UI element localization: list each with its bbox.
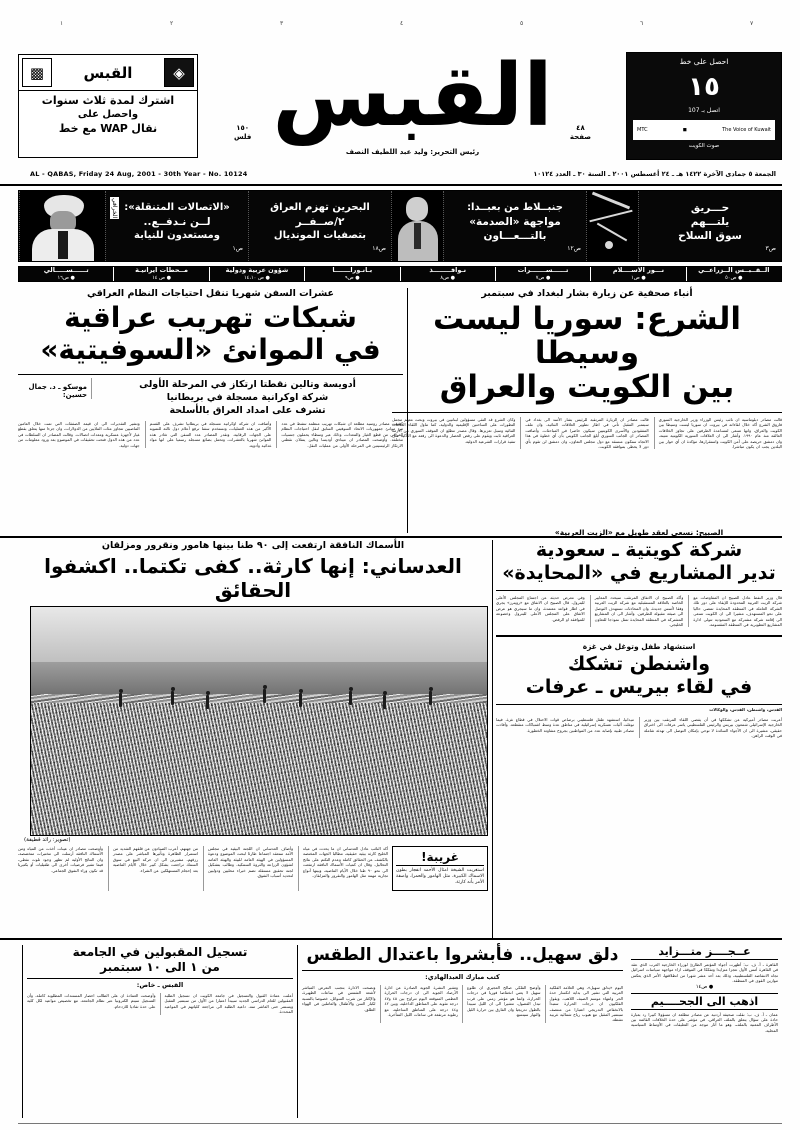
brief-go-to-hell[interactable] bbox=[631, 993, 778, 1034]
price-badge bbox=[234, 124, 251, 142]
fish-headline: العدساني: إنها كارثة.. كفى تكتما.. اكشفوا الحقائق bbox=[44, 554, 462, 602]
top-news-strip bbox=[18, 190, 782, 262]
pages-value: ٤٨ bbox=[576, 124, 585, 132]
official-portrait bbox=[19, 191, 105, 261]
nav-item-entertainment[interactable] bbox=[19, 267, 113, 281]
nav-item-windows[interactable] bbox=[400, 267, 495, 281]
syria-body-col-0: قالت مصادر دبلوماسية ان نائب رئيس الوزراء وزير الخارجية السوري فاروق الشرع أكد خلال لقاءاته في بيروت ان سوريا ليست وسيطا بين الكويت والعراق، وانها تسعى لمساعدة الطرفين على تجاوز الخلافات العالقة منذ عام ١٩٩٠. وأشار الى ان العلاقات السورية الكويتية متينة، وان دمشق حريصة على أمن الكويت واستقرارها، مؤكدة ان أي حوار بين البلدين يجب ان يكون مباشرا. bbox=[654, 417, 782, 449]
nav-page-5: ● ص ١٤،١٠ bbox=[243, 274, 270, 281]
qabas-logo-icon: ◈ bbox=[164, 58, 194, 87]
editor-in-chief: رئيس التحرير: وليد عبد اللطيف النصف bbox=[345, 148, 480, 156]
price-label: فلس bbox=[234, 133, 252, 141]
weather-body-col-2: وتشير النشرة الجوية الصادرة عن ادارة الأرصاد الجوية الى ان درجات الحرارة العظمى المتوقعة اليوم تتراوح بين ٤٥ و٤٧ درجة مئوية على المناطق الداخلية، وبين ٤٢ و٤٤ درجة على المناطق الساحلية، مع رطوبة مرتفعة في ساعات الليل المتأخرة. bbox=[380, 985, 459, 1023]
right-column-divider bbox=[492, 540, 493, 940]
gharib-text: استغربت الشيخة امثال الأحمد انفجار بطون الاسماك الكبيرة، مثل الهامور والحمرا، واصفة الأمر بأنه كارثة. bbox=[396, 868, 484, 886]
washington-rule bbox=[496, 704, 782, 705]
nav-page-2: ● ص٧ bbox=[535, 274, 551, 281]
ad-line-1: اشترك لمدة ثلاث سنوات bbox=[41, 94, 175, 107]
fire-photo bbox=[586, 191, 638, 261]
washington-headline-line2: في لقاء بيريس ـ عرفات bbox=[525, 676, 753, 699]
fish-body-col-3: وأوضحت مصادر ان عينات أخذت من المياه ومن الأسماك النافقة أرسلت الى مختبرات متخصصة، وان النتائج الأولية لم تظهر وجود تلوث نفطي، فيما تشير فرضيات أخرى الى طفيليات أو بكتيريا قد تكون وراء النفوق الجماعي. bbox=[18, 846, 103, 873]
bottom-briefs-column bbox=[627, 945, 782, 1118]
fish-body-col-2: من جهتهم، أعرب الصيادون عن قلقهم الشديد من استمرار الظاهرة وتأثيرها المباشر على مصدر رزقهم، مشيرين الى ان حركة البيع في سوق السمك تراجعت بشكل كبير خلال الأيام الماضية بعد إحجام المستهلكين عن الشراء. bbox=[108, 846, 198, 891]
nav-label-2: تــــــســـــــرات bbox=[517, 265, 569, 274]
strip-jumblatt-line1: جنبــلاط من بعبــدا: bbox=[467, 201, 563, 213]
weather-headline: دلق سهيل.. فأبشروا باعتدال الطقس bbox=[306, 945, 619, 965]
mtc-ad-callto: اتصل بـ 107 bbox=[688, 107, 720, 114]
publication-info-english: AL - QABAS, Friday 24 Aug, 2001 - 30th Year - No. 10124 bbox=[30, 170, 248, 178]
brief-deficit-text: القاهرة ـ أ. ف. ب: أظهرت أجواء المؤتمر الطارئ لوزراء الخارجية العرب الذي عقد في القاهرة أمس الأول عجزا متزايدا وتفككا في الموقف ازاء مواجهة سياسات اسرائيل تجاه الانتفاضة الفلسطينية، وذلك بعد أحد عشر شهرا من انطلاقتها، الأمر الذي يعكس موازين القوى في المنطقة. bbox=[631, 962, 778, 984]
syria-rule bbox=[392, 412, 782, 413]
brief-deficit-title: عــجــــز متـــزايد bbox=[631, 945, 778, 960]
masthead-info-line bbox=[18, 168, 782, 182]
nav-item-panorama[interactable] bbox=[304, 267, 399, 281]
photo-credit: (تصوير: رائد قطيفة) bbox=[24, 837, 71, 843]
strip-telecom-page: ص١ bbox=[232, 244, 243, 252]
nav-label-6: مــحطات ايرانيـة bbox=[135, 265, 189, 274]
neutral-zone-headline-line2: تدير المشاريع في «المحايدة» bbox=[502, 562, 776, 584]
syria-body-col-2: وكان الشرع قد التقى مسؤولين لبنانيين في بيروت وبحث معهم مجمل التطورات على الساحتين الإقليمية والدولية، كما تناول اللقاء العلاقات الثنائية وسبل تعزيزها. وقال مصدر مطلع ان الموقف السوري من الأزمة العراقية ثابت ويقوم على رفض الحصار والدعوة الى رفعه مع التأكيد على تنفيذ قرارات الشرعية الدولية. bbox=[392, 417, 516, 444]
washington-kicker: استشهاد طفل وتوغل في غزة bbox=[582, 642, 696, 652]
bottom-weather-story[interactable] bbox=[297, 945, 627, 1118]
smuggling-headline-line1: شبكات تهريب عراقية bbox=[64, 301, 357, 334]
washington-dateline: القدس، واشنطن، القدس، والوكالات bbox=[709, 707, 782, 713]
mtc-ad-brand: MTC bbox=[637, 127, 648, 133]
fish-kicker: الأسماك النافقة ارتفعت إلى ٩٠ طنا بينها هامور ونقرور ومزلقان bbox=[101, 540, 405, 551]
nav-page-4: ● ص٩ bbox=[344, 274, 360, 281]
strip-jumblatt-line2: مواجهة «الصدمة» bbox=[469, 215, 561, 228]
university-headline-line2: من ١ الى ١٠ سبتمبر bbox=[100, 960, 220, 974]
page-register-marks: ١ ٢ ٣ ٤ ٥ ٦ ٧ bbox=[60, 20, 754, 27]
weather-byline: كتب مبارك العبدالهادي: bbox=[425, 973, 500, 981]
strip-telecom-line1: «الاتصالات المتنقلة»: bbox=[124, 201, 230, 213]
university-byline: القبس ـ خاص: bbox=[136, 981, 184, 989]
mtc-ad-logo-strip bbox=[633, 120, 775, 140]
nav-label-1: نـــور الاســــلام bbox=[612, 265, 665, 274]
ad-brand-name: القبس bbox=[83, 63, 133, 82]
nav-item-iran-stations[interactable] bbox=[113, 267, 208, 281]
neutral-zone-headline-line1: شركة كويتية ـ سعودية bbox=[535, 539, 743, 561]
bottom-section-divider bbox=[0, 938, 782, 940]
masthead-divider bbox=[0, 184, 782, 186]
smuggling-body bbox=[18, 421, 403, 448]
syria-body-col-1: قالت مصادر ان الزيارة المرتقبة للرئيس بشار الأسد الى بغداد في سبتمبر المقبل تأتي في اطار تطوير العلاقات الثنائية، وان ملف المفقودين والأسرى الكويتيين سيكون حاضرا في المباحثات. وأضافت المصادر ان الجانب السوري أبلغ الجانب الكويتي بأن أي خطوة في هذا الاتجاه ستكون منسقة مع دول مجلس التعاون، وان دمشق لن تقوم بأي دور لا يحظى بموافقة الكويت. bbox=[520, 417, 648, 449]
page-bottom-rule bbox=[18, 1123, 782, 1124]
weather-body bbox=[302, 985, 623, 1023]
right-column-stories bbox=[496, 528, 782, 738]
section-nav-bar bbox=[18, 266, 782, 282]
brief-deficit-page: ● ص١٤ bbox=[695, 983, 714, 990]
pages-label: صفحة bbox=[569, 133, 591, 141]
lead-stories-row bbox=[18, 288, 782, 533]
nav-item-islam[interactable] bbox=[590, 267, 685, 281]
gharib-sidebar[interactable] bbox=[392, 846, 488, 891]
ad-body bbox=[19, 91, 197, 138]
strip-bahrain-line2: ٢/صــفــر bbox=[295, 215, 345, 228]
university-body-col-0: أعلنت عمادة القبول والتسجيل في جامعة الكويت ان تسجيل الطلبة المقبولين للعام الدراسي الجديد سيبدأ اعتبارا من الأول من سبتمبر المقبل ويستمر حتى العاشر منه، داعية الطلبة الى مراجعة كلياتهم في المواعيد المحددة. bbox=[160, 993, 294, 1015]
university-body-col-1: وأوضحت العمادة ان على الطالب احضار المستندات المطلوبة كاملة، وأن التسجيل سيتم الكترونيا عبر نظام الجامعة، مع تخصيص مواعيد لكل كلية على حدة تفاديا للازدحام. bbox=[27, 993, 156, 1009]
strip-jumblatt-line3: بالتـــعـــاون bbox=[483, 229, 547, 242]
story-washington-arafat[interactable] bbox=[496, 642, 782, 738]
brief-deficit[interactable] bbox=[631, 945, 778, 990]
smuggling-kicker: عشرات السفن شهريا تنقل احتياجات النظام العراقي bbox=[86, 288, 335, 299]
jumblatt-portrait bbox=[391, 191, 443, 261]
gharib-title: غريبة! bbox=[396, 850, 484, 866]
strip-item-jumblatt[interactable] bbox=[443, 191, 586, 261]
nav-item-features[interactable] bbox=[495, 267, 590, 281]
neutral-zone-kicker: الصبيح: نسعى لعقد طويل مع «الزيت العربية» bbox=[554, 528, 724, 537]
strip-fire-line1: حـــريق bbox=[690, 201, 730, 214]
nav-item-agriculture[interactable] bbox=[686, 267, 781, 281]
smuggling-rule bbox=[18, 374, 403, 375]
bottom-university-story[interactable] bbox=[22, 945, 297, 1118]
smuggling-body-col-2: وتشير التقديرات الى ان قيمة الصفقات التي تمت خلال العامين الماضيين تتجاوز مئات الملايين من الدولارات، وان جزءا منها يتعلق بقطع غيار لأجهزة عسكرية ومعدات اتصالات. وقالت المصادر ان السلطات في عدد من هذه الدول فتحت تحقيقات في الموضوع بعد ورود معلومات من جهات دولية. bbox=[17, 421, 140, 448]
nav-page-1: ● ص١ bbox=[631, 274, 646, 281]
washington-body-col-1: ميدانيا، استشهد طفل فلسطيني برصاص قوات الاحتلال في قطاع غزة، فيما توغلت آليات عسكرية إسرائيلية في مناطق عدة وسط اشتباكات متقطعة. وأفادت مصادر طبية بإصابة عدد من المواطنين بجروح متفاوتة الخطورة. bbox=[496, 716, 634, 733]
price-value: ١٥٠ bbox=[236, 124, 250, 132]
fish-body-col-1: وأضاف العدساني ان اللجنة البيئية في مجلس الأمة ستعقد اجتماعا طارئا لبحث الموضوع ودعوة المسؤولين في الهيئة العامة للبيئة والهيئة العامة لشؤون الزراعة والثروة السمكية. وطالب بتشكيل لجنة تحقيق مستقلة تضم خبراء محليين ودوليين لتحديد أسباب النفوق. bbox=[203, 846, 293, 891]
fish-disaster-story[interactable] bbox=[18, 540, 488, 940]
smuggling-sub-2: شركة اوكرانية مسجلة في بريطانيا bbox=[166, 392, 329, 403]
nav-label-5: شؤون عربية ودولية bbox=[225, 265, 289, 274]
nav-label-7: تــــــســـــالي bbox=[43, 265, 89, 274]
nav-item-arab-international[interactable] bbox=[209, 267, 304, 281]
syria-headline-line1: الشرع: سوريا ليست وسيطا bbox=[433, 301, 741, 371]
nav-page-7: ● ص١٦ bbox=[57, 274, 75, 281]
strip-fire-page: ص٣ bbox=[765, 244, 776, 252]
fish-body-col-0: أكد النائب عادل العدساني ان ما يحدث في مياه الخليج كارثة بيئية حقيقية، مطالبا الجهات المختصة بالكشف عن الحقائق كاملة وعدم التكتم على نتائج التحاليل. وقال ان كميات الأسماك النافقة ارتفعت الى نحو ٩٠ طنا خلال الأيام الماضية، وبينها أنواع تجارية مهمة مثل الهامور والنقرور والمزلقان. bbox=[298, 846, 388, 891]
smuggling-headline-line2: في الموانئ «السوفيتية» bbox=[40, 333, 381, 366]
pages-badge bbox=[570, 124, 591, 142]
fish-body-area bbox=[18, 846, 488, 891]
nav-page-3: ● ص٨ bbox=[440, 274, 456, 281]
mtc-ad-footer: صوت الكويت bbox=[688, 143, 720, 149]
nav-page-6: ● ص ١٤ bbox=[152, 274, 172, 281]
washington-body bbox=[496, 717, 782, 739]
strip-bahrain-line1: البحرين تهزم العراق bbox=[270, 201, 370, 213]
washington-body-col-0: أعربت مصادر أميركية عن تشككها في أن يفضي اللقاء المرتقب بين وزير الخارجية الإسرائيلي شمعون بيريس والرئيس الفلسطيني ياسر عرفات الى اختراق حقيقي، مشيرة الى ان الأجواء السائدة لا توحي بإمكان التوصل الى تهدئة شاملة في الوقت الراهن. bbox=[639, 717, 782, 739]
smuggling-body-col-1: وأضافت ان شركة اوكرانية مسجلة في بريطانيا تشرف على القسم الأكبر من هذه العمليات، وتستخدم سفنا ترفع أعلام دول ثالثة للتمويه على الجهات الرقابية. وتقدر المصادر عدد السفن التي تغادر هذه الموانئ شهريا بالعشرات، وتحمل بضائع مسجلة رسميا على انها مواد غذائية وأدوية. bbox=[145, 421, 272, 448]
nav-label-0: الــقــبــس الــزراعــي bbox=[698, 265, 770, 274]
strip-jumblatt-page: ص١٢ bbox=[567, 244, 581, 252]
weather-body-col-1: وأوضح الفلكي صالح العجيري ان طلوع سهيل لا يعني انخفاضا فوريا في درجات الحرارة، وانما هو مؤشر زمني على قرب تبدل الفصول، مشيرا الى ان الليل سيبدأ بالطول تدريجيا وان الفارق بين حرارة الليل والنهار سيتسع. bbox=[462, 985, 541, 1023]
mtc-ad[interactable] bbox=[626, 52, 782, 160]
brief-hell-text: عمان ـ أ. ف. ب: نقلت صحيفة أردنية عن مصادر مطلعة ان مسؤولا كبيرا رد بعبارة حادة على سؤال يتعلق بالملف العراقي، في مؤشر على حدة الخلافات القائمة بين الأطراف المعنية بالملف، وهو ما أثار موجة من التعليقات في الأوساط السياسية المحلية. bbox=[631, 1011, 778, 1033]
brief-hell-title: اذهب الى الجحــــيم bbox=[631, 993, 778, 1010]
strip-item-telecom[interactable] bbox=[105, 191, 248, 261]
strip-telecom-vertical-label: الخرافي bbox=[111, 198, 118, 219]
neutral-zone-body-col-0: قال وزير النفط عادل الصبيح ان المفاوضات مع شركة الزيت العربية المحدودة للإبقاء على دور تلك الشركة العاملة في المنطقة المحايدة تمضي حاليا على نحو المستهدف، مشيرا الى ان الكويت تسعى الى إقامة شركة مشتركة مع السعودية تتولى ادارة المشاريع التطويرية في المنطقة المقسومة. bbox=[688, 595, 782, 627]
weather-body-col-0: اليوم «يدلق سهيل»، وهي العلامة الفلكية العربية التي تشير الى بداية انكسار حدة الحر وانتهاء موسم الصيف اللاهب. ويقول الفلكيون ان درجات الحرارة ستبدأ بالانخفاض التدريجي اعتبارا من منتصف سبتمبر المقبل مع هبوب رياح شمالية غربية نشطة. bbox=[545, 985, 624, 1023]
mtc-ad-slogan: The Voice of Kuwait bbox=[722, 127, 771, 133]
syria-headline-line2: بين الكويت والعراق bbox=[439, 369, 735, 405]
university-body bbox=[27, 993, 293, 1015]
strip-telecom-line3: ومستعدون للنيابة bbox=[134, 229, 220, 241]
right-stack-divider bbox=[496, 635, 782, 637]
weather-rule bbox=[302, 970, 623, 971]
strip-item-fire[interactable] bbox=[638, 191, 781, 261]
smuggling-sub-3: تشرف على امداد العراق بالأسلحة bbox=[169, 405, 326, 416]
story-neutral-zone[interactable] bbox=[496, 528, 782, 627]
smuggling-byline: موسكو ـ د. جمال حسين: bbox=[28, 383, 87, 399]
strip-fire-line3: سوق السلاح bbox=[678, 229, 742, 242]
strip-bahrain-page: ص١٨ bbox=[372, 244, 386, 252]
mtc-ad-headline: احصل على خط bbox=[679, 57, 729, 66]
masthead bbox=[18, 48, 782, 160]
strip-bahrain-line3: بتصفيات المونديال bbox=[273, 229, 367, 241]
nav-label-3: نـوافــــــــذ bbox=[429, 265, 467, 274]
strip-item-bahrain-iraq[interactable] bbox=[248, 191, 391, 261]
dead-fish-beach-photo bbox=[30, 606, 488, 836]
ad-line-3: نقال WAP مع خط bbox=[58, 122, 158, 135]
university-rule bbox=[27, 978, 293, 979]
weather-body-col-3: ونصحت الادارة بتجنب التعرض المباشر لأشعة الشمس في ساعات الظهيرة، والإكثار من شرب السوائل، خصوصا بالنسبة لكبار السن والأطفال والعاملين في الهواء الطلق. bbox=[302, 985, 376, 1012]
lead-story-smuggling[interactable] bbox=[18, 288, 403, 448]
mtc-ad-offer-number: ١٥ bbox=[688, 72, 720, 102]
neutral-zone-rule bbox=[496, 590, 782, 591]
strip-fire-line2: يلتـــهم bbox=[690, 215, 730, 228]
lead-story-syria[interactable] bbox=[392, 288, 782, 449]
ad-line-2: واحصل على bbox=[77, 109, 139, 120]
nav-label-4: بـانـوراـــــــا bbox=[332, 265, 373, 274]
smuggling-body-col-0: كشفت مصادر روسية مطلعة ان شبكات تهريب منظمة تنشط في عدد من موانئ جمهوريات الاتحاد السوفيتي السابق لنقل احتياجات النظام العراقي من قطع الغيار والمعدات، وذلك عبر وسطاء يحملون جنسيات مختلفة. وأوضحت المصادر ان ميناءي أوديسا وتالين يمثلان نقطتي الارتكاز الرئيسيتين في المرحلة الأولى من عمليات النقل. bbox=[276, 421, 403, 448]
publication-info-arabic: الجمعة ٥ جمادى الآخرة ١٤٢٢ هـ ـ ٢٤ أغسطس ٢٠٠١ ـ السنة ٣٠ ـ العدد ١٠١٢٤ bbox=[533, 170, 776, 178]
neutral-zone-body bbox=[496, 595, 782, 627]
university-headline-line1: تسجيل المقبولين في الجامعة bbox=[72, 945, 248, 959]
nav-page-0: ● ص٥٠ bbox=[725, 274, 743, 281]
mtc-logo-icon: ◼ bbox=[682, 127, 687, 133]
syria-body bbox=[392, 417, 782, 449]
nameplate bbox=[208, 48, 617, 158]
ad-header bbox=[19, 55, 197, 91]
subscription-ad[interactable] bbox=[18, 54, 198, 158]
syria-kicker: أنباء صحفية عن زيارة بشار لبغداد في سبتمبر bbox=[481, 288, 693, 299]
neutral-zone-body-col-2: وفي معرض حديثه عن اجتماع المجلس الأعلى للبترول، قال الصبيح ان الاتفاق مع «رويترز» يجري في اطار قواعد معتمدة، وان ما سيجري هو عرض الاتفاق على المجلس الأعلى للبترول وخضوعه للموافقة او الرفض. bbox=[495, 595, 585, 622]
paper-name-arabic: القبس bbox=[272, 46, 553, 146]
washington-headline-line1: واشنطن تشكك bbox=[567, 653, 711, 676]
smuggling-sub-1: أدويسة وتالين نقطتا ارتكاز في المرحلة الأولى bbox=[139, 379, 356, 390]
bottom-section bbox=[18, 945, 782, 1118]
partner-logo-icon: ▩ bbox=[22, 58, 52, 87]
neutral-zone-body-col-1: وأكد الصبيح ان الاتفاق المرتقب سيحدد المعايير الخاصة بالعلاقة المستقبلية مع شركة الزيت العربية وفقا لأسس جديدة، وان المحادثات تستهدف التوصل الى صيغة مقبولة للطرفين. وأشار الى ان المشاريع المشتركة في المنطقة المحايدة تمثل نموذجا للتعاون الخليجي. bbox=[590, 595, 684, 627]
strip-telecom-line2: لــن نـدفــع.. bbox=[143, 215, 211, 228]
